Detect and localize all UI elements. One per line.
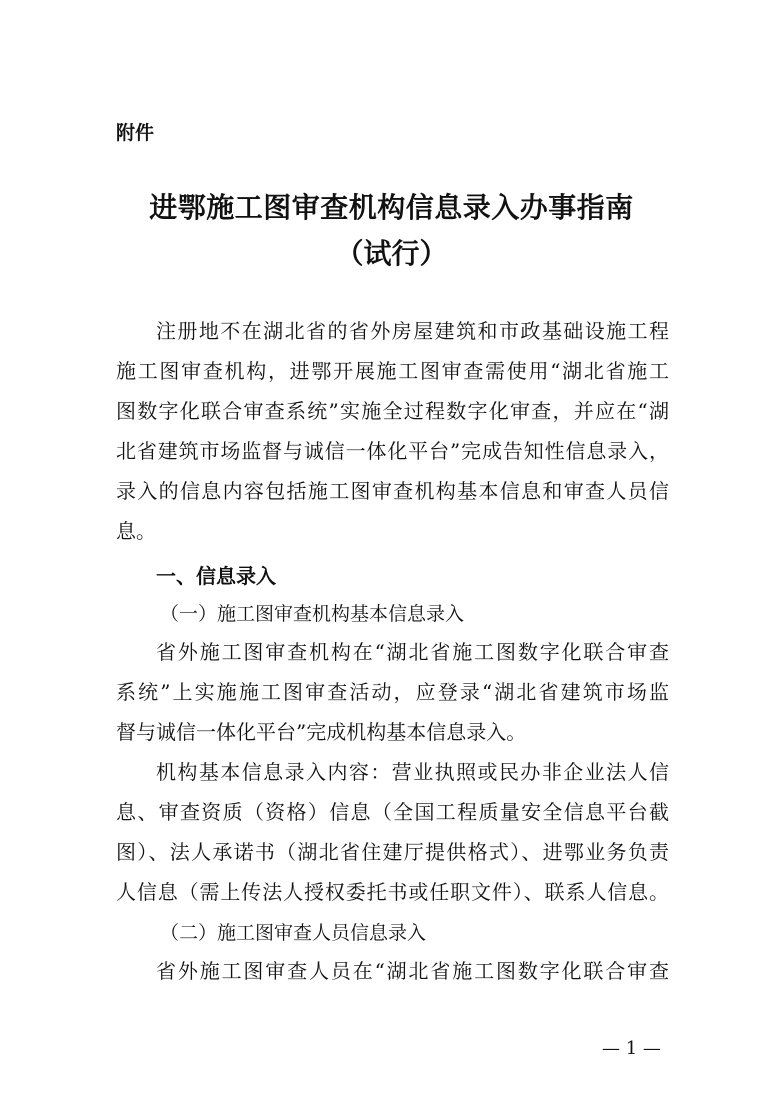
paragraph-line: 录入的信息内容包括施工图审查机构基本信息和审查人员信 [116,479,669,503]
paragraph-line: 系统”上实施施工图审查活动，应登录“湖北省建筑市场监 [116,680,669,704]
paragraph-line: 督与诚信一体化平台”完成机构基本信息录入。 [116,720,527,744]
section-heading: 一、信息录入 [156,564,276,588]
paragraph-line: 北省建筑市场监督与诚信一体化平台”完成告知性信息录入， [116,439,669,463]
paragraph-line: 注册地不在湖北省的省外房屋建筑和市政基础设施工程 [156,319,669,343]
paragraph-line: 机构基本信息录入内容：营业执照或民办非企业法人信 [156,760,669,784]
page-number: — 1 — [602,1038,661,1059]
paragraph-line: 省外施工图审查人员在“湖北省施工图数字化联合审查 [156,959,669,983]
paragraph-line: 省外施工图审查机构在“湖北省施工图数字化联合审查 [156,640,669,664]
paragraph-line: 施工图审查机构，进鄂开展施工图审查需使用“湖北省施工 [116,359,669,383]
paragraph-line: 图）、法人承诺书（湖北省住建厅提供格式）、进鄂业务负责 [116,840,669,864]
paragraph-line: 人信息（需上传法人授权委托书或任职文件）、联系人信息。 [116,880,669,904]
paragraph-line: 图数字化联合审查系统”实施全过程数字化审查，并应在“湖 [116,399,669,423]
attachment-label: 附件 [116,122,155,144]
subsection-heading: （一）施工图审查机构基本信息录入 [160,603,465,625]
paragraph-line: 息。 [116,519,156,543]
subsection-heading: （二）施工图审查人员信息录入 [160,922,427,944]
document-title: 进鄂施工图审查机构信息录入办事指南 [149,191,634,224]
document-subtitle: （试行） [335,237,448,270]
paragraph-line: 息、审查资质（资格）信息（全国工程质量安全信息平台截 [116,800,669,824]
